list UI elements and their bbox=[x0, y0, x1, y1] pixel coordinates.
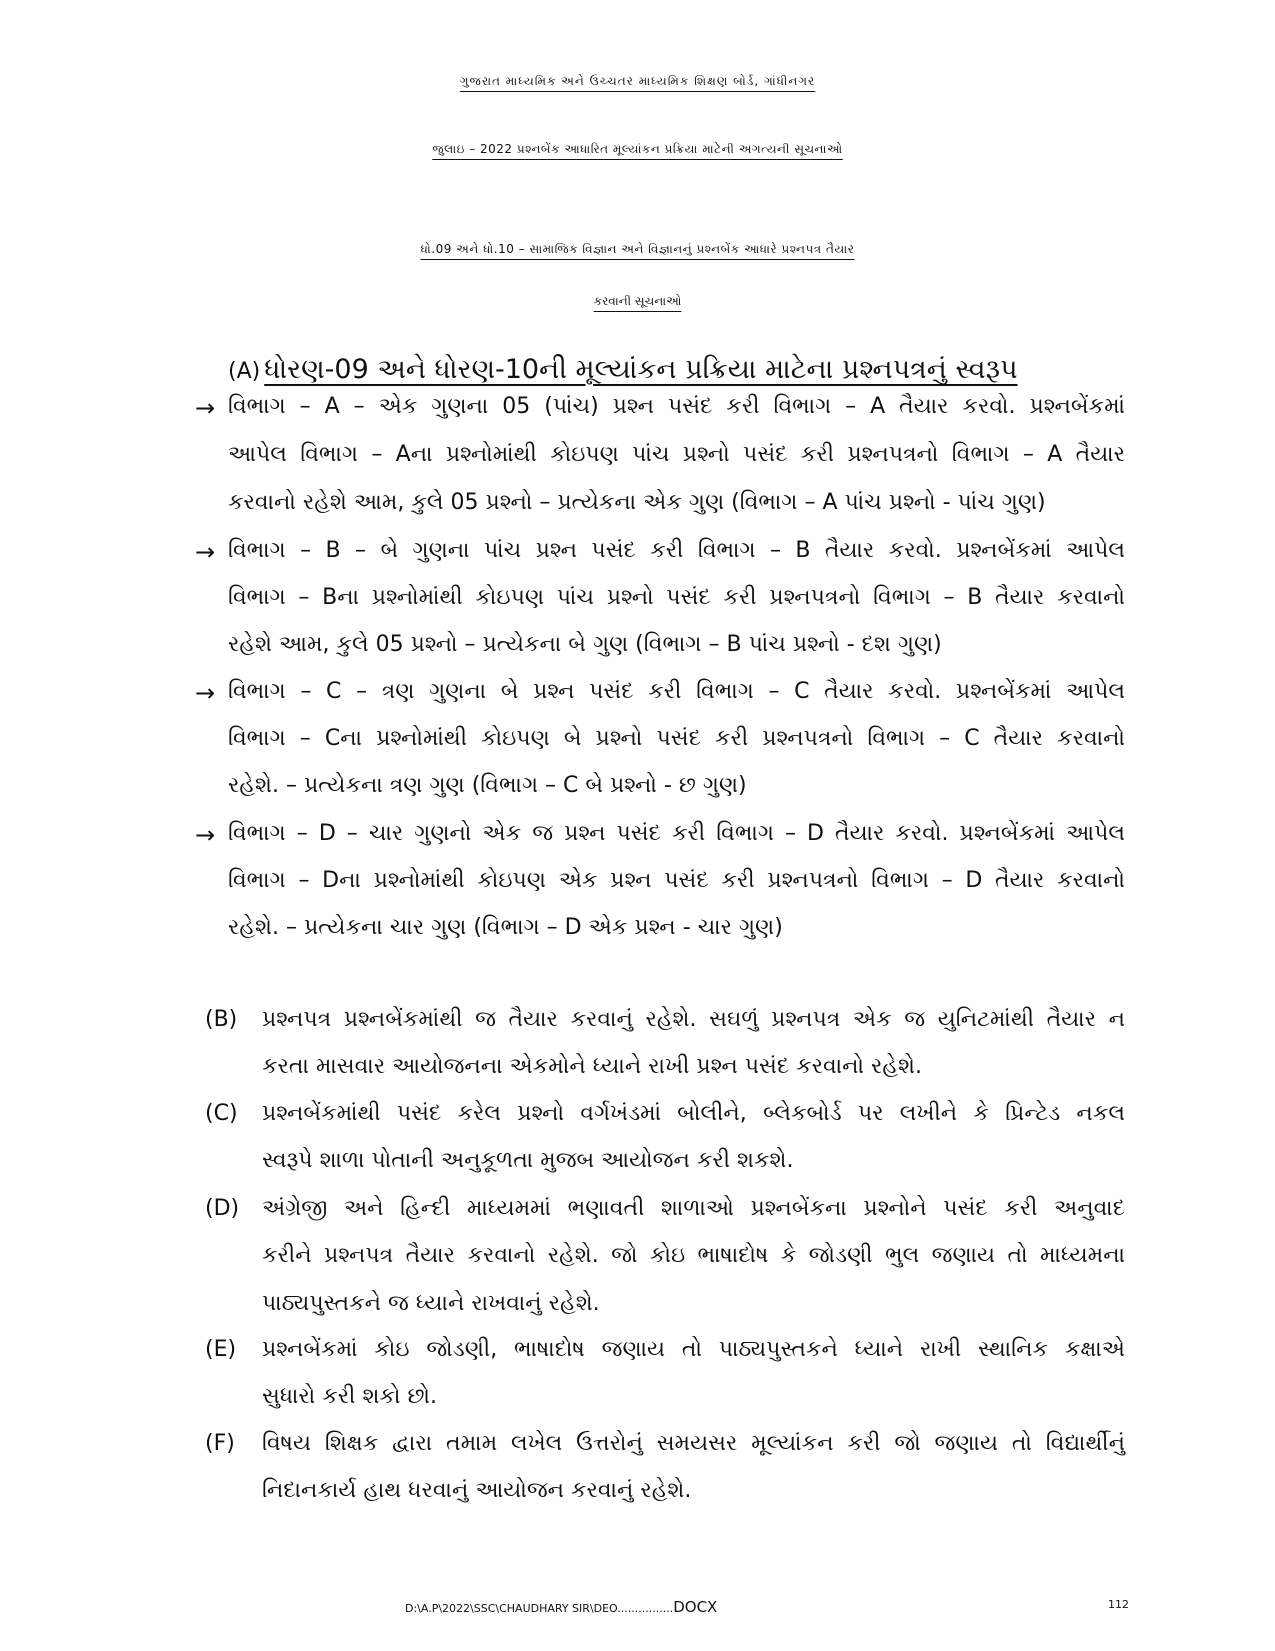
rule-line: આપેલ વિભાગ – Aના પ્રશ્નોમાંથી કોઇપણ પાંચ પ્રશ્નો પસંદ કરી પ્રશ્નપત્રનો વિભાગ – A તૈયાર bbox=[228, 442, 1125, 467]
item-line: સુધારો કરી શકો છો. bbox=[262, 1384, 437, 1409]
file-extension: DOCX bbox=[673, 1598, 718, 1616]
arrow-icon: → bbox=[195, 394, 216, 422]
file-path-text: D:\A.P\2022\SSC\CHAUDHARY SIR\DEO................ bbox=[405, 1602, 674, 1615]
subtitle-line-2: કરવાની સૂચનાઓ bbox=[593, 294, 682, 308]
item-line: પાઠ્યપુસ્તકને જ ધ્યાને રાખવાનું રહેશે. bbox=[262, 1291, 600, 1316]
arrow-icon: → bbox=[195, 538, 216, 566]
rule-line: વિભાગ – Cના પ્રશ્નોમાંથી કોઇપણ બે પ્રશ્નો પસંદ કરી પ્રશ્નપત્રનો વિભાગ – C તૈયાર કરવાનો bbox=[228, 726, 1125, 751]
section-a-heading bbox=[228, 354, 1017, 386]
instructions-title: જુલાઇ – 2022 પ્રશ્નબેંક આધારિત મૂલ્યાંકન પ્રક્રિયા માટેની અગત્યની સૂચનાઓ bbox=[432, 142, 843, 156]
item-line: કરતા માસવાર આયોજનના એકમોને ધ્યાને રાખી પ્રશ્ન પસંદ કરવાનો રહેશે. bbox=[262, 1054, 922, 1079]
arrow-icon: → bbox=[195, 679, 216, 707]
item-label: (C) bbox=[205, 1101, 238, 1126]
item-label: (D) bbox=[205, 1196, 240, 1221]
section-a-title: ધોરણ-09 અને ધોરણ-10ની મૂલ્યાંકન પ્રક્રિયા માટેના પ્રશ્નપત્રનું સ્વરૂપ bbox=[264, 354, 1018, 385]
rule-line: વિભાગ – B – બે ગુણના પાંચ પ્રશ્ન પસંદ કરી વિભાગ – B તૈયાર કરવો. પ્રશ્નબેંકમાં આપેલ bbox=[228, 538, 1125, 563]
board-title: ગુજરાત માધ્યમિક અને ઉચ્ચતર માધ્યમિક શિક્ષણ બોર્ડ, ગાંધીનગર bbox=[459, 74, 816, 88]
item-line: કરીને પ્રશ્નપત્ર તૈયાર કરવાનો રહેશે. જો કોઇ ભાષાદોષ કે જોડણી ભુલ જણાય તો માધ્યમના bbox=[262, 1243, 1125, 1268]
section-a-label: (A) bbox=[228, 359, 261, 384]
item-line: વિષય શિક્ષક દ્વારા તમામ લખેલ ઉત્તરોનું સમયસર મૂલ્યાંકન કરી જો જણાય તો વિદ્યાર્થીનું bbox=[262, 1431, 1125, 1456]
subtitle-line-1: ધો.09 અને ધો.10 – સામાજિક વિજ્ઞાન અને વિજ્ઞાનનું પ્રશ્નબેંક આધારે પ્રશ્નપત્ર તૈયાર bbox=[420, 242, 855, 256]
item-line: પ્રશ્નબેંકમાંથી પસંદ કરેલ પ્રશ્નો વર્ગખંડમાં બોલીને, બ્લેકબોર્ડ પર લખીને કે પ્રિન્ટેડ નકલ bbox=[262, 1101, 1125, 1126]
arrow-icon: → bbox=[195, 821, 216, 849]
item-line: પ્રશ્નબેંકમાં કોઇ જોડણી, ભાષાદોષ જણાય તો પાઠ્યપુસ્તકને ધ્યાને રાખી સ્થાનિક કક્ષાએ bbox=[262, 1337, 1125, 1362]
rule-line: વિભાગ – A – એક ગુણના 05 (પાંચ) પ્રશ્ન પસંદ કરી વિભાગ – A તૈયાર કરવો. પ્રશ્નબેંકમાં bbox=[228, 394, 1125, 419]
item-label: (E) bbox=[205, 1337, 237, 1362]
item-line: અંગ્રેજી અને હિન્દી માધ્યમમાં ભણાવતી શાળાઓ પ્રશ્નબેંકના પ્રશ્નોને પસંદ કરી અનુવાદ bbox=[262, 1196, 1125, 1221]
rule-line: વિભાગ – Bના પ્રશ્નોમાંથી કોઇપણ પાંચ પ્રશ્નો પસંદ કરી પ્રશ્નપત્રનો વિભાગ – B તૈયાર કરવાનો bbox=[228, 585, 1125, 610]
item-label: (B) bbox=[205, 1007, 238, 1032]
rule-line: રહેશે આમ, કુલે 05 પ્રશ્નો – પ્રત્યેકના બે ગુણ (વિભાગ – B પાંચ પ્રશ્નો - દશ ગુણ) bbox=[228, 632, 942, 657]
item-line: નિદાનકાર્ય હાથ ધરવાનું આયોજન કરવાનું રહેશે. bbox=[262, 1478, 692, 1503]
rule-line: વિભાગ – C – ત્રણ ગુણના બે પ્રશ્ન પસંદ કરી વિભાગ – C તૈયાર કરવો. પ્રશ્નબેંકમાં આપેલ bbox=[228, 679, 1125, 704]
item-line: પ્રશ્નપત્ર પ્રશ્નબેંકમાંથી જ તૈયાર કરવાનું રહેશે. સઘળું પ્રશ્નપત્ર એક જ યુનિટમાંથી તૈયાર ન bbox=[262, 1007, 1125, 1032]
item-label: (F) bbox=[205, 1431, 235, 1456]
rule-line: રહેશે. – પ્રત્યેકના ચાર ગુણ (વિભાગ – D એક પ્રશ્ન - ચાર ગુણ) bbox=[228, 915, 783, 940]
file-path bbox=[405, 1598, 717, 1616]
page-number: 112 bbox=[1108, 1598, 1129, 1611]
rule-line: વિભાગ – D – ચાર ગુણનો એક જ પ્રશ્ન પસંદ કરી વિભાગ – D તૈયાર કરવો. પ્રશ્નબેંકમાં આપેલ bbox=[228, 821, 1125, 846]
rule-line: કરવાનો રહેશે આમ, કુલે 05 પ્રશ્નો – પ્રત્યેકના એક ગુણ (વિભાગ – A પાંચ પ્રશ્નો - પાંચ ગુણ) bbox=[228, 490, 1046, 515]
rule-line: રહેશે. – પ્રત્યેકના ત્રણ ગુણ (વિભાગ – C બે પ્રશ્નો - છ ગુણ) bbox=[228, 773, 747, 798]
item-line: સ્વરૂપે શાળા પોતાની અનુકૂળતા મુજબ આયોજન કરી શકશે. bbox=[262, 1148, 794, 1173]
rule-line: વિભાગ – Dના પ્રશ્નોમાંથી કોઇપણ એક પ્રશ્ન પસંદ કરી પ્રશ્નપત્રનો વિભાગ – D તૈયાર કરવાનો bbox=[228, 868, 1125, 893]
